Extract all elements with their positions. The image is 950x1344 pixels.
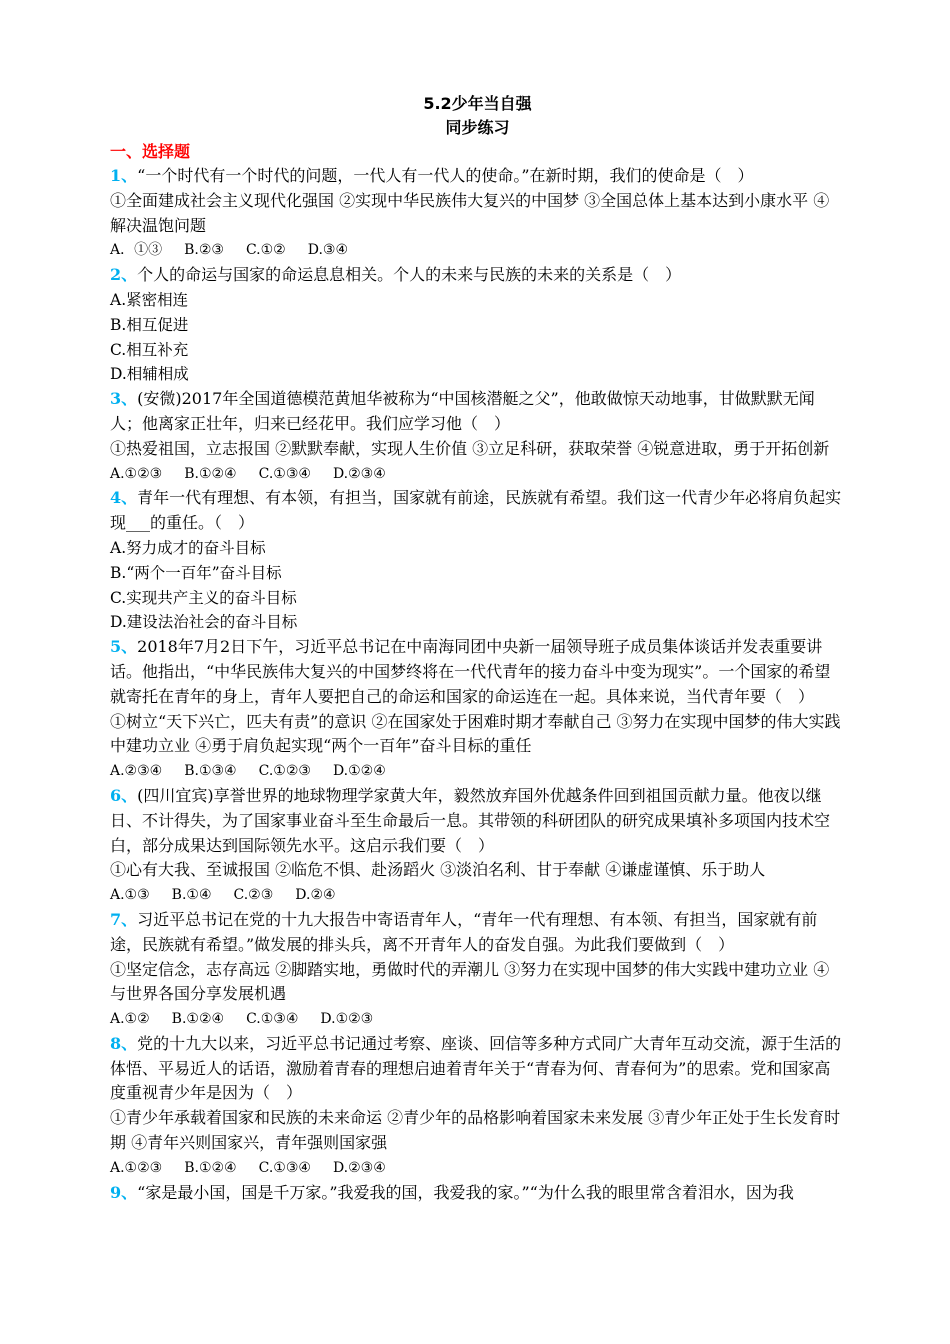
question-6 bbox=[110, 784, 845, 908]
option-a: A.①②③ bbox=[110, 1159, 163, 1176]
options-row bbox=[110, 883, 845, 908]
question-stem: “一个时代有一个时代的问题，一代人有一代人的使命。”在新时期，我们的使命是（ ） bbox=[137, 166, 754, 185]
question-5 bbox=[110, 635, 845, 784]
option-c: C.实现共产主义的奋斗目标 bbox=[110, 588, 297, 607]
option-b: B.②③ bbox=[184, 242, 224, 259]
question-3 bbox=[110, 387, 845, 486]
question-statements: ①青少年承载着国家和民族的未来命运 ②青少年的品格影响着国家未来发展 ③青少年正处于生长发育时期 ④青年兴则国家兴，青年强则国家强 bbox=[110, 1108, 841, 1153]
option-c: C.①②③ bbox=[258, 763, 311, 780]
option-a: A．①③ bbox=[110, 242, 163, 259]
question-stem: 个人的命运与国家的命运息息相关。个人的未来与民族的未来的关系是（ ） bbox=[137, 265, 682, 285]
option-b: B.①②④ bbox=[184, 1159, 237, 1176]
option-a: A.紧密相连 bbox=[110, 290, 189, 309]
options-row bbox=[110, 759, 845, 784]
question-4 bbox=[110, 486, 845, 635]
question-stem: “家是最小国，国是千万家。”我爱我的国，我爱我的家。”“为什么我的眼里常含着泪水，因为我 bbox=[137, 1182, 794, 1202]
question-stem: (安微)2017年全国道德模范黄旭华被称为“中国核潜艇之父”，他敢做惊天动地事，甘做默默无闻人；他离家正壮年，归来已经花甲。我们应学习他（ ） bbox=[110, 389, 815, 433]
option-d: D.①②④ bbox=[332, 763, 386, 780]
question-7 bbox=[110, 908, 845, 1032]
question-statements: ①全面建成社会主义现代化强国 ②实现中华民族伟大复兴的中国梦 ③全国总体上基本达到小康水平 ④解决温饱问题 bbox=[110, 190, 830, 235]
option-a: A.①③ bbox=[110, 887, 150, 904]
question-stem: 青年一代有理想、有本领，有担当，国家就有前途，民族就有希望。我们这一代青少年必将肩负起实现___的重任。（ ） bbox=[110, 488, 842, 533]
question-stem: 习近平总书记在党的十九大报告中寄语青年人，“青年一代有理想、有本领、有担当，国家就有前途，民族就有希望。”做发展的排头兵，离不开青年人的奋发自强。为此我们要做到（ ） bbox=[110, 909, 818, 954]
option-d: D.相辅相成 bbox=[110, 365, 189, 384]
option-b: B.相互促进 bbox=[110, 315, 189, 334]
option-c: C.①③④ bbox=[246, 1011, 299, 1028]
question-9 bbox=[110, 1181, 845, 1206]
option-d: D.③④ bbox=[307, 242, 349, 259]
option-d: D.②③④ bbox=[332, 465, 386, 482]
option-d: D.②④ bbox=[295, 887, 336, 904]
option-b: B.“两个一百年”奋斗目标 bbox=[110, 563, 282, 582]
options-row bbox=[110, 238, 845, 263]
option-b: B.①④ bbox=[171, 887, 212, 904]
option-b: B.①②④ bbox=[171, 1011, 225, 1028]
option-c: C.①③④ bbox=[258, 465, 311, 482]
option-c: C.①② bbox=[245, 242, 286, 259]
question-number: 6、 bbox=[110, 785, 138, 805]
document-title: 5.2少年当自强 bbox=[423, 94, 532, 113]
option-d: D.②③④ bbox=[332, 1159, 386, 1176]
document-content bbox=[110, 92, 845, 1205]
question-number: 1、 bbox=[110, 166, 138, 185]
option-a: A.努力成才的奋斗目标 bbox=[110, 538, 266, 557]
options-row bbox=[110, 1007, 845, 1032]
option-c: C.②③ bbox=[233, 887, 274, 904]
question-number: 8、 bbox=[110, 1033, 138, 1053]
option-a: A.②③④ bbox=[110, 763, 163, 780]
document-subtitle: 同步练习 bbox=[445, 118, 510, 137]
question-statements: ①坚定信念，志存高远 ②脚踏实地，勇做时代的弄潮儿 ③努力在实现中国梦的伟大实践中建功立业 ④与世界各国分享发展机遇 bbox=[110, 959, 830, 1004]
question-statements: ①热爱祖国，立志报国 ②默默奉献，实现人生价值 ③立足科研，获取荣誉 ④锐意进取，勇于开拓创新 bbox=[110, 438, 830, 458]
question-stem: 党的十九大以来，习近平总书记通过考察、座谈、回信等多种方式同广大青年互动交流，源于生活的体悟、平易近人的话语，激励着青春的理想启迪着青年关于“青春为何、青春何为”的思索。党和国家高度重视青少年是因为（ ） bbox=[110, 1033, 842, 1103]
question-2 bbox=[110, 263, 845, 387]
question-8 bbox=[110, 1032, 845, 1181]
option-b: B.①②④ bbox=[184, 465, 237, 482]
option-b: B.①③④ bbox=[184, 763, 237, 780]
options-row bbox=[110, 462, 845, 487]
option-a: A.①②③ bbox=[110, 465, 163, 482]
question-number: 5、 bbox=[110, 637, 138, 657]
option-c: C.①③④ bbox=[258, 1159, 311, 1176]
question-statements: ①心有大我、至诚报国 ②临危不惧、赴汤蹈火 ③淡泊名利、甘于奉献 ④谦虚谨慎、乐于助人 bbox=[110, 860, 766, 880]
option-d: D.①②③ bbox=[320, 1011, 374, 1028]
question-1 bbox=[110, 164, 845, 263]
question-stem: 2018年7月2日下午，习近平总书记在中南海同团中央新一届领导班子成员集体谈话并发表重要讲话。他指出，“中华民族伟大复兴的中国梦终将在一代代青年的接力奋斗中变为现实”。一个国家的希望就寄托在青年的身上，青年人要把自己的命运和国家的命运连在一起。具体来说，当代青年要（ ） bbox=[110, 637, 831, 706]
question-statements: ①树立“天下兴亡，匹夫有责”的意识 ②在国家处于困难时期才奉献自己 ③努力在实现中国梦的伟大实践中建功立业 ④勇于肩负起实现“两个一百年”奋斗目标的重任 bbox=[110, 711, 841, 756]
question-stem: (四川宜宾)享誉世界的地球物理学家黄大年，毅然放弃国外优越条件回到祖国贡献力量。他夜以继日、不计得失，为了国家事业奋斗至生命最后一息。其带领的科研团队的研究成果填补多项国内技术空白，部分成果达到国际领先水平。这启示我们要（ ） bbox=[110, 785, 831, 855]
options-row bbox=[110, 1156, 845, 1181]
question-number: 7、 bbox=[110, 909, 138, 929]
option-a: A.①② bbox=[110, 1011, 150, 1028]
question-number: 3、 bbox=[110, 389, 138, 409]
option-c: C.相互补充 bbox=[110, 340, 189, 359]
option-d: D.建设法治社会的奋斗目标 bbox=[110, 613, 298, 632]
question-number: 9、 bbox=[110, 1182, 138, 1202]
question-number: 4、 bbox=[110, 488, 138, 508]
question-number: 2、 bbox=[110, 265, 138, 285]
section-heading: 一、选择题 bbox=[110, 142, 191, 161]
